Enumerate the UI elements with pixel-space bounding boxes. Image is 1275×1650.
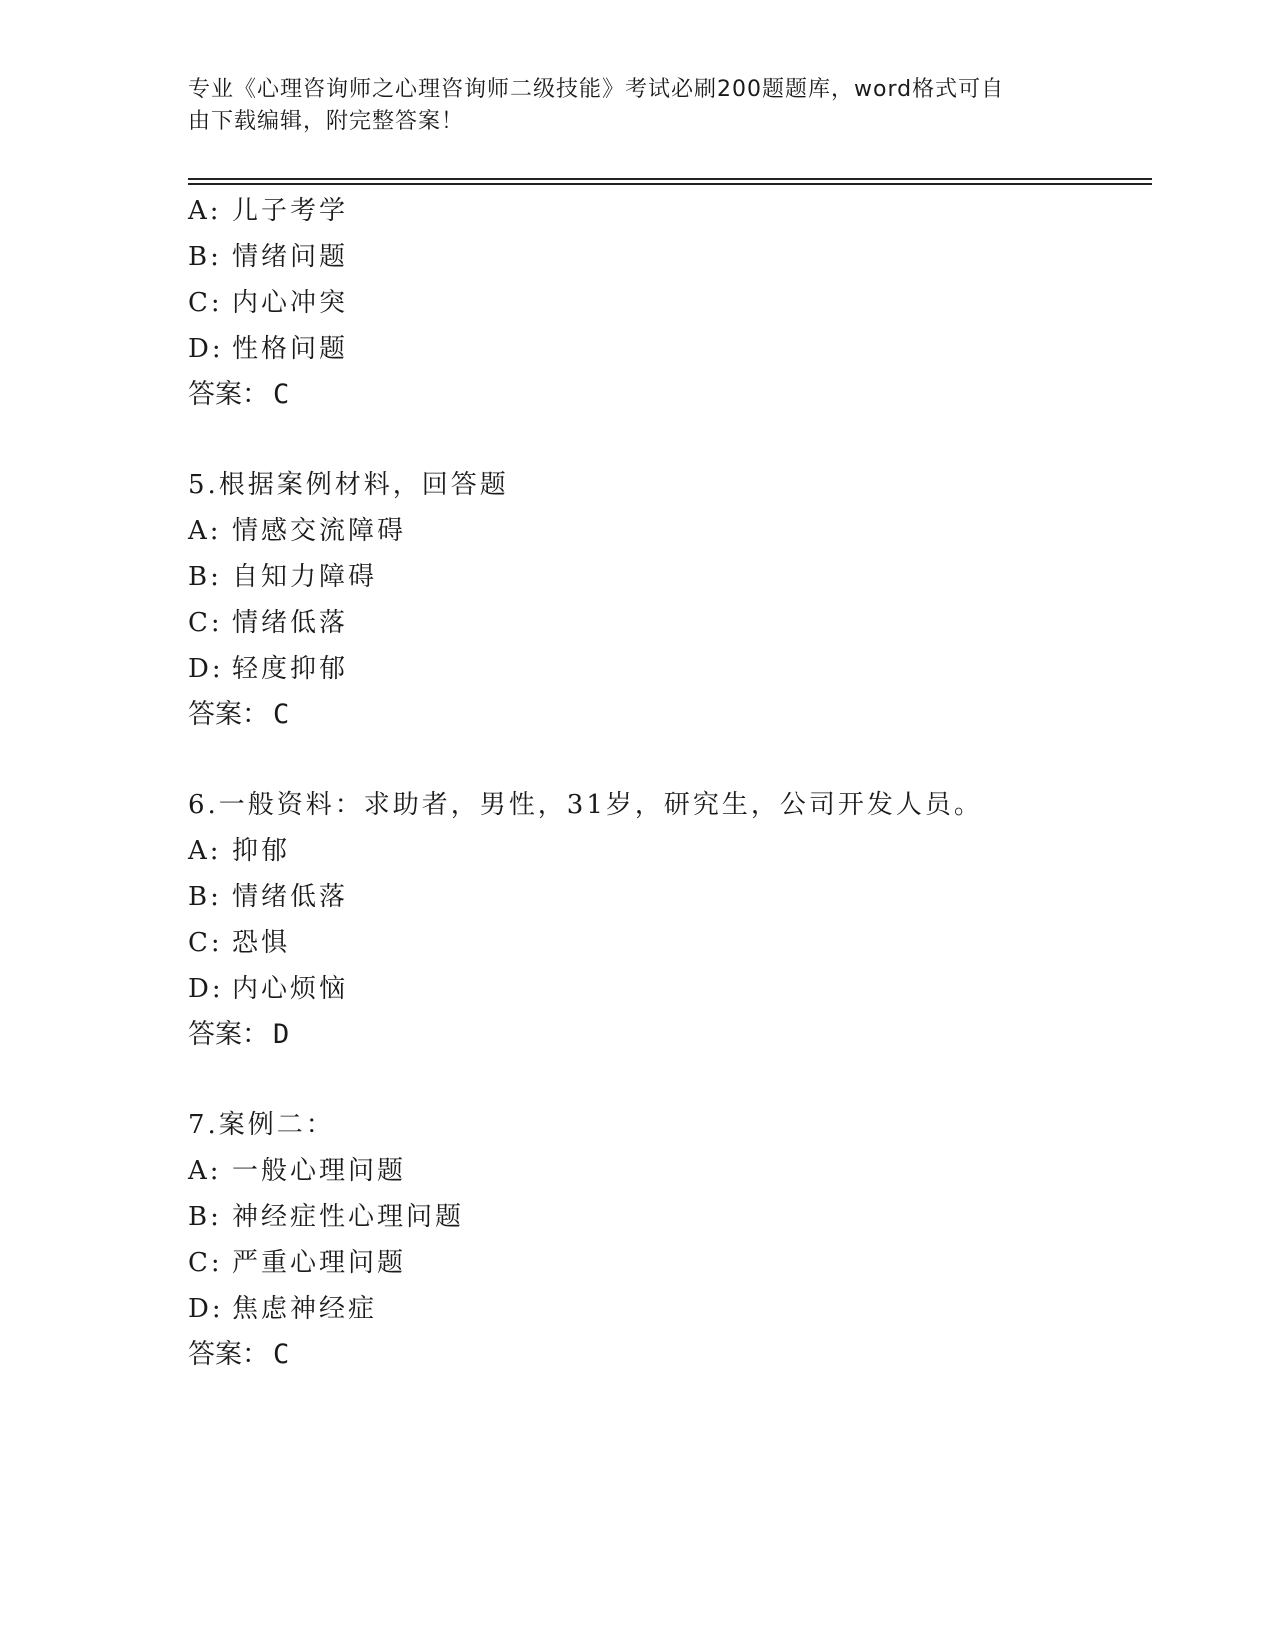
option-text: 自知力障碍 bbox=[232, 562, 378, 592]
question-block bbox=[188, 188, 1148, 418]
option-c bbox=[188, 920, 1148, 966]
option-text: 性格问题 bbox=[232, 334, 349, 364]
option-b bbox=[188, 1194, 1148, 1240]
option-d bbox=[188, 646, 1148, 692]
option-text: 情绪低落 bbox=[232, 882, 349, 912]
question-block bbox=[188, 1102, 1148, 1378]
option-d bbox=[188, 326, 1148, 372]
option-key: D: bbox=[188, 654, 224, 684]
answer-value: C bbox=[273, 1339, 290, 1370]
option-a bbox=[188, 508, 1148, 554]
answer-line bbox=[188, 372, 1148, 418]
option-d bbox=[188, 966, 1148, 1012]
question-block bbox=[188, 782, 1148, 1058]
option-key: D: bbox=[188, 334, 224, 364]
option-text: 轻度抑郁 bbox=[232, 654, 349, 684]
option-key: A: bbox=[188, 196, 222, 226]
option-key: C: bbox=[188, 608, 223, 638]
option-text: 神经症性心理问题 bbox=[232, 1202, 465, 1232]
option-b bbox=[188, 554, 1148, 600]
header-divider-top bbox=[188, 178, 1152, 180]
option-key: A: bbox=[188, 836, 222, 866]
answer-label: 答案： bbox=[188, 699, 269, 730]
option-text: 情感交流障碍 bbox=[232, 516, 407, 546]
option-key: A: bbox=[188, 516, 222, 546]
option-a bbox=[188, 828, 1148, 874]
answer-label: 答案： bbox=[188, 379, 269, 410]
option-b bbox=[188, 874, 1148, 920]
option-key: D: bbox=[188, 974, 224, 1004]
option-text: 情绪问题 bbox=[232, 242, 349, 272]
question-title: 6.一般资料：求助者，男性，31岁，研究生，公司开发人员。 bbox=[188, 790, 983, 820]
option-text: 一般心理问题 bbox=[232, 1156, 407, 1186]
option-d bbox=[188, 1286, 1148, 1332]
answer-value: C bbox=[273, 699, 290, 730]
question-block bbox=[188, 462, 1148, 738]
option-key: C: bbox=[188, 1248, 223, 1278]
option-c bbox=[188, 1240, 1148, 1286]
option-text: 内心烦恼 bbox=[232, 974, 349, 1004]
answer-line bbox=[188, 692, 1148, 738]
option-text: 恐惧 bbox=[232, 928, 291, 958]
option-key: B: bbox=[188, 242, 222, 272]
answer-value: C bbox=[273, 379, 290, 410]
option-key: C: bbox=[188, 928, 223, 958]
question-title: 5.根据案例材料，回答题 bbox=[188, 470, 509, 500]
option-a bbox=[188, 1148, 1148, 1194]
option-key: A: bbox=[188, 1156, 222, 1186]
question-title: 7.案例二： bbox=[188, 1110, 335, 1140]
answer-value: D bbox=[273, 1019, 290, 1050]
header-line-2: 由下载编辑，附完整答案！ bbox=[188, 109, 465, 134]
header-line-1: 专业《心理咨询师之心理咨询师二级技能》考试必刷200题题库，word格式可自 bbox=[188, 77, 1005, 102]
option-key: B: bbox=[188, 882, 222, 912]
option-text: 情绪低落 bbox=[232, 608, 349, 638]
option-text: 焦虑神经症 bbox=[232, 1294, 378, 1324]
answer-label: 答案： bbox=[188, 1339, 269, 1370]
option-key: D: bbox=[188, 1294, 224, 1324]
option-c bbox=[188, 280, 1148, 326]
option-key: B: bbox=[188, 1202, 222, 1232]
option-text: 抑郁 bbox=[232, 836, 291, 866]
document-header bbox=[188, 74, 1068, 138]
header-divider-bottom bbox=[188, 183, 1152, 185]
option-key: C: bbox=[188, 288, 223, 318]
option-b bbox=[188, 234, 1148, 280]
option-a bbox=[188, 188, 1148, 234]
answer-line bbox=[188, 1332, 1148, 1378]
option-key: B: bbox=[188, 562, 222, 592]
option-c bbox=[188, 600, 1148, 646]
answer-label: 答案： bbox=[188, 1019, 269, 1050]
option-text: 严重心理问题 bbox=[232, 1248, 407, 1278]
option-text: 内心冲突 bbox=[232, 288, 349, 318]
answer-line bbox=[188, 1012, 1148, 1058]
option-text: 儿子考学 bbox=[232, 196, 349, 226]
question-list bbox=[188, 188, 1148, 1422]
